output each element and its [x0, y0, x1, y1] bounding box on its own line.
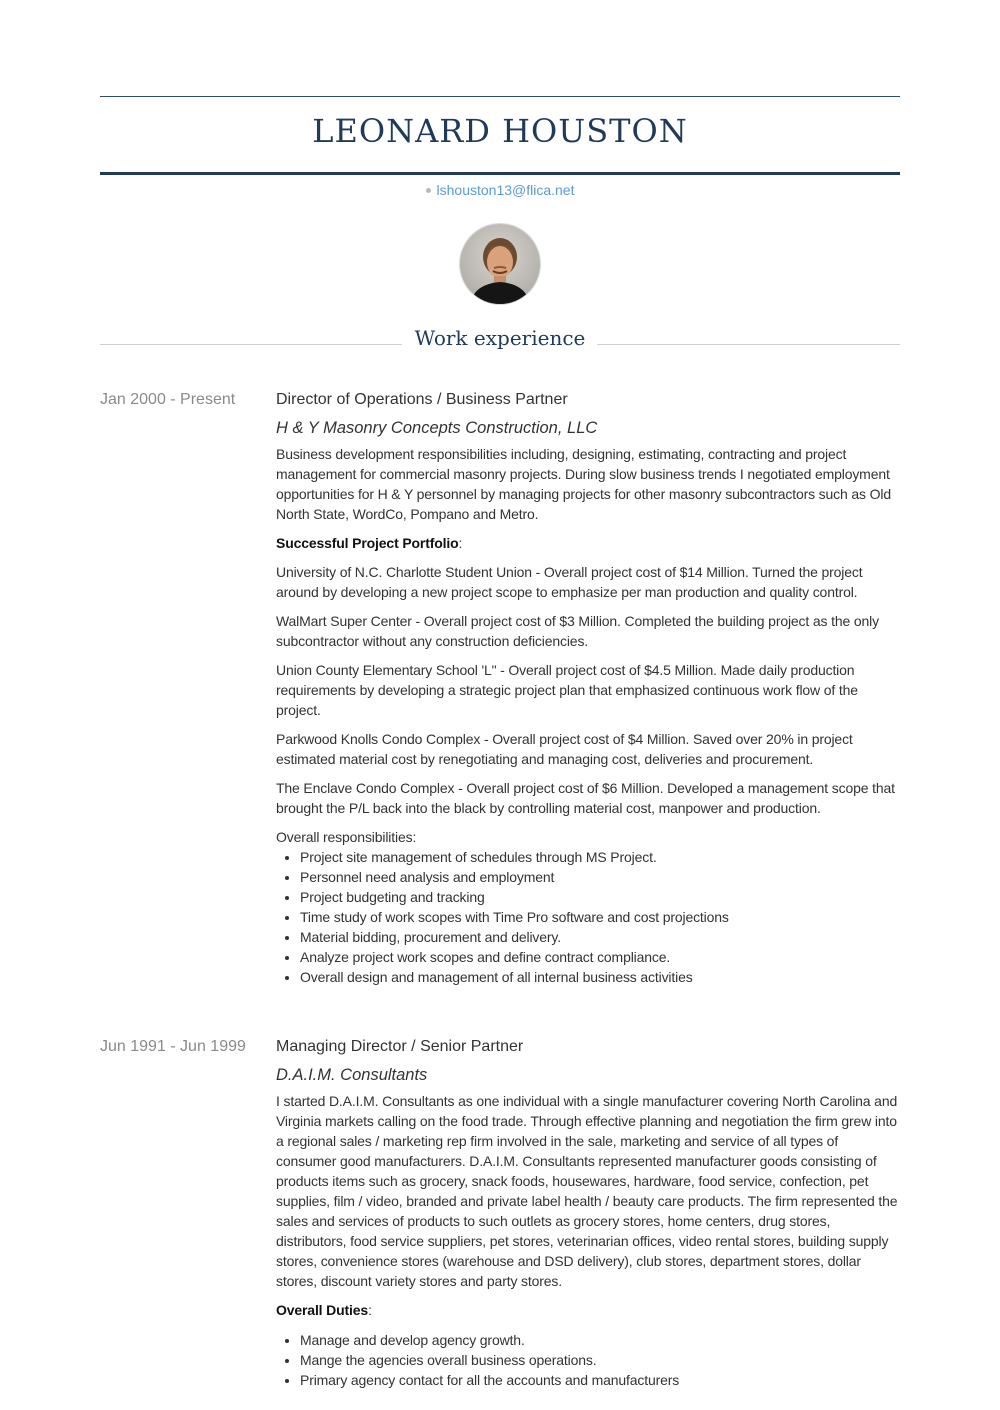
portfolio-heading — [276, 533, 900, 553]
job-company: H & Y Masonry Concepts Construction, LLC — [276, 419, 598, 437]
list-item: • Project budgeting and tracking — [300, 887, 900, 907]
list-item: • Analyze project work scopes and define contract compliance. — [300, 947, 900, 967]
portfolio-heading-text: Successful Project Portfolio — [276, 535, 459, 551]
section-rule-right — [597, 344, 900, 345]
candidate-name: LEONARD HOUSTON — [312, 112, 688, 150]
header-top-rule — [100, 96, 900, 97]
list-item: • Overall design and management of all internal business activities — [300, 967, 900, 987]
job-dates: Jun 1991 - Jun 1999 — [100, 1038, 246, 1055]
work-experience-heading — [100, 326, 900, 356]
duties-heading — [276, 1300, 900, 1320]
responsibilities-list — [276, 847, 900, 987]
job-body — [276, 1037, 900, 1390]
list-item: • Project site management of schedules through MS Project. — [300, 847, 900, 867]
section-title: Work experience — [414, 326, 586, 350]
person-photo-icon — [460, 224, 540, 304]
duties-list — [276, 1330, 900, 1390]
email-link[interactable]: lshouston13@flica.net — [436, 182, 575, 198]
project-item: University of N.C. Charlotte Student Union - Overall project cost of $14 Million. Turned the project around by developing a new project scope to emphasize per man production and quality control. — [276, 564, 863, 600]
job-company: D.A.I.M. Consultants — [276, 1066, 428, 1084]
portfolio-heading-colon: : — [458, 535, 463, 551]
job-description: I started D.A.I.M. Consultants as one individual with a single manufacturer covering North Carolina and Virginia markets calling on the food trade. Through effective planning and negotiation the firm grew into a regional sales / marketing rep firm involved in the sale, marketing and service of all types of consumer good manufacturers. D.A.I.M. Consultants represented manufacturer goods consisting of products items such as grocery, snack foods, housewares, hardware, food service, confection, pet supplies, film / video, branded and private label health / beauty care products. The firm represented the sales and services of products to such outlets as grocery stores, home centers, drug stores, distributors, food service suppliers, pet stores, veterinarian offices, video rental stores, building supply stores, convenience stores (warehouse and DSD delivery), club stores, department stores, dollar stores, discount variety stores and party stores. — [276, 1093, 898, 1289]
job-description: Business development responsibilities including, designing, estimating, contracting and project management for commercial masonry projects. During slow business trends I negotiated employment opportunities for H & Y personnel by managing projects for other masonry subcontractors such as Old North State, WordCo, Pompano and Metro. — [276, 446, 891, 522]
responsibilities-label: Overall responsibilities: — [276, 829, 417, 845]
list-item: • Material bidding, procurement and delivery. — [300, 927, 900, 947]
duties-heading-text: Overall Duties — [276, 1302, 369, 1318]
avatar-photo — [460, 224, 540, 304]
list-item: • Personnel need analysis and employment — [300, 867, 900, 887]
project-item: WalMart Super Center - Overall project cost of $3 Million. Completed the building project as the only subcontractor without any construction deficiencies. — [276, 613, 879, 649]
job-body — [276, 390, 900, 987]
list-item: • Time study of work scopes with Time Pro software and cost projections — [300, 907, 900, 927]
project-item: The Enclave Condo Complex - Overall project cost of $6 Million. Developed a management scope that brought the P/L back into the black by controlling material cost, manpower and production. — [276, 780, 895, 816]
bullet-dot-icon — [426, 188, 431, 193]
list-item: • Primary agency contact for all the accounts and manufacturers — [300, 1370, 900, 1390]
list-item: • Mange the agencies overall business operations. — [300, 1350, 900, 1370]
list-item: • Manage and develop agency growth. — [300, 1330, 900, 1350]
contact-line — [100, 182, 900, 198]
job-title: Director of Operations / Business Partner — [276, 391, 568, 408]
project-item: Parkwood Knolls Condo Complex - Overall project cost of $4 Million. Saved over 20% in project estimated material cost by renegotiating and managing cost, deliveries and procurement. — [276, 731, 853, 767]
job-dates: Jan 2000 - Present — [100, 391, 236, 408]
job-title: Managing Director / Senior Partner — [276, 1038, 524, 1055]
duties-heading-colon: : — [368, 1302, 372, 1318]
header-bottom-rule — [100, 172, 900, 175]
project-item: Union County Elementary School 'L" - Overall project cost of $4.5 Million. Made daily production requirements by developing a strategic project plan that emphasized continuous work flow of the project. — [276, 662, 858, 718]
